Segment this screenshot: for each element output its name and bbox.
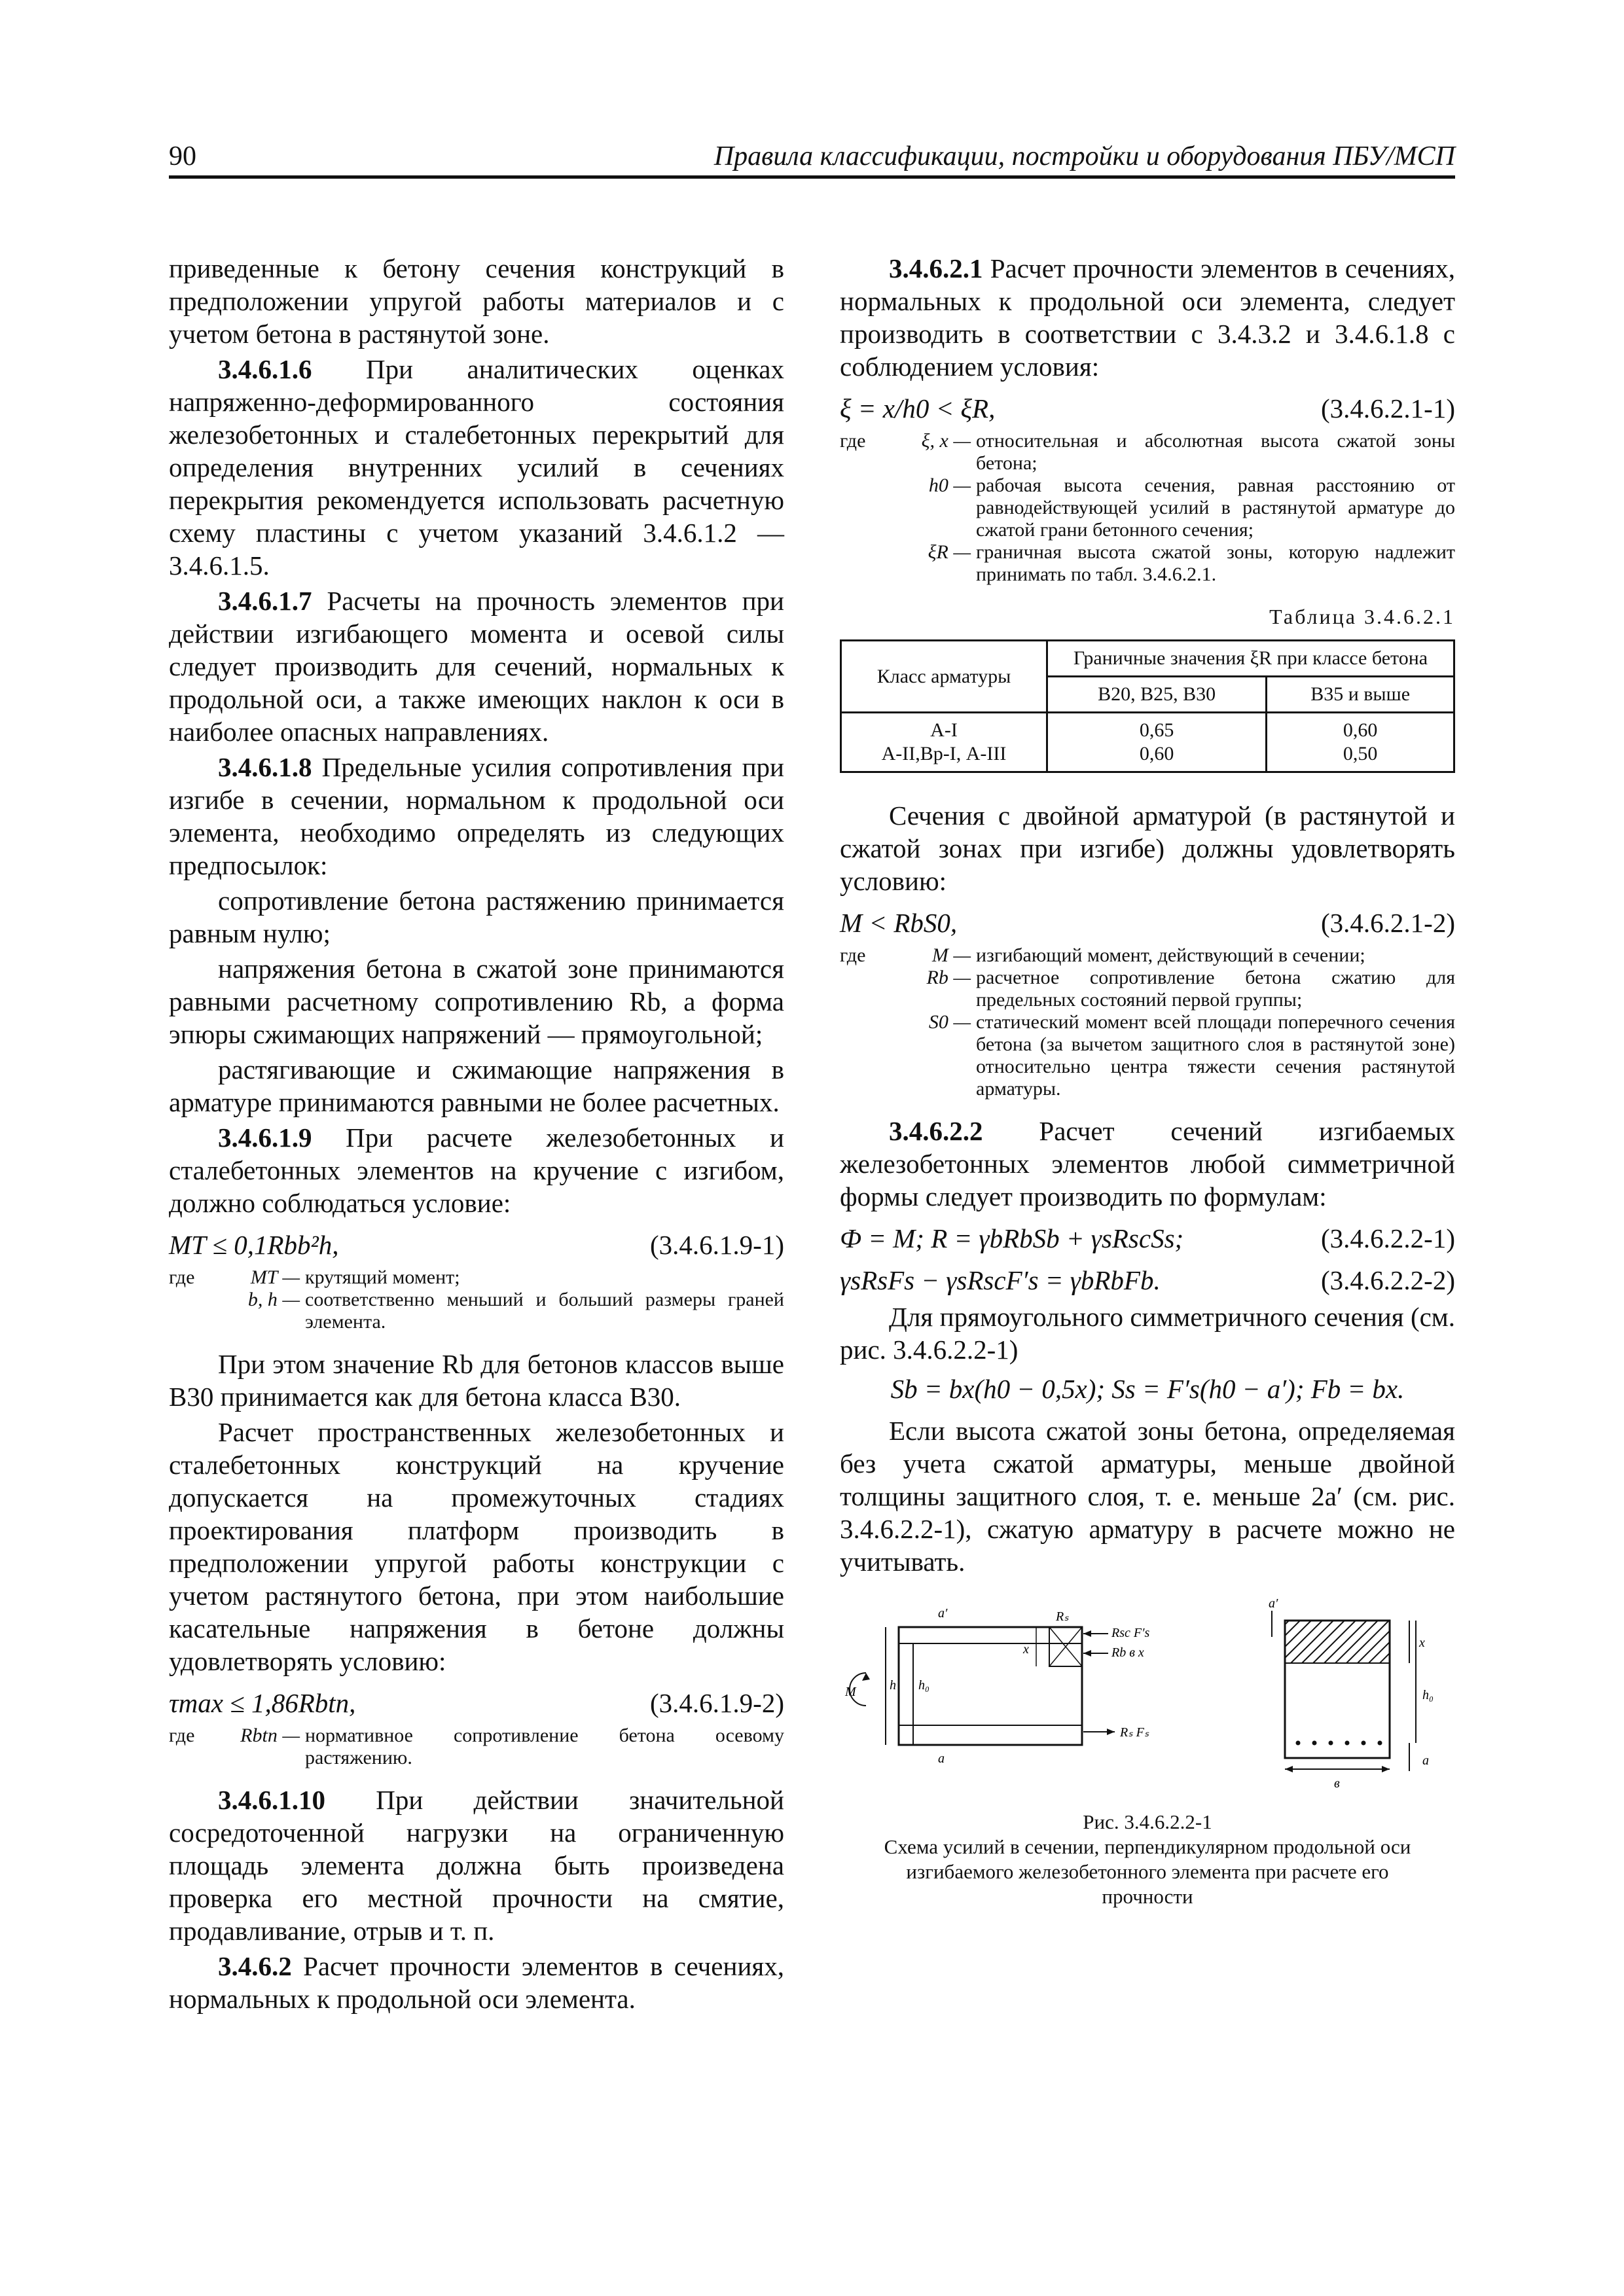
running-title: Правила классификации, постройки и оборудования ПБУ/МСП [713,141,1455,171]
list-item: сопротивление бетона растяжению принимается равным нулю; [169,886,784,948]
limit-values-table [840,639,1455,773]
formula-number: (3.4.6.1.9-2) [650,1688,784,1718]
paragraph: Если высота сжатой зоны бетона, определяемая без учета сжатой арматуры, меньше двойной толщины защитного слоя, т. е. меньше 2a′ (см. рис. 3.4.6.2.2-1), сжатую арматуру в расчете можно не учитывать. [840,1416,1455,1577]
left-column [169,252,784,2018]
label-rsc: Rsc F′s [1111,1626,1150,1640]
clause-number: 3.4.6.2.2 [889,1116,983,1146]
label-h0-2: h₀ [1422,1688,1434,1702]
table-cell: 0,65 [1047,713,1267,743]
label-rb-x: Rb в x [1111,1645,1144,1660]
where-row: Rb — расчетное сопротивление бетона сжатию для предельных состояний первой группы; [926,967,1455,1011]
table-header-cell: Граничные значения ξR при классе бетона [1047,641,1454,677]
where-row: ξR — граничная высота сжатой зоны, которую надлежит принимать по табл. 3.4.6.2.1. [928,541,1455,585]
figure-caption-title: Рис. 3.4.6.2.2-1 [1083,1810,1212,1833]
label-rb: Rₛ [1056,1609,1069,1624]
label-a-prime-2: a′ [1269,1596,1278,1611]
table-cell: 0,60 [1267,713,1454,743]
table-row [841,713,1454,743]
where-row: где Rbtn — нормативное сопротивление бетона осевому растяжению. [169,1725,784,1768]
where-row: где MT — крутящий момент; [169,1266,460,1288]
formula-number: (3.4.6.1.9-1) [650,1230,784,1260]
where-block [169,1725,784,1769]
label-h0: h₀ [918,1678,929,1693]
paragraph: 3.4.6.1.9 При расчете железобетонных и сталебетонных элементов на кручение с изгибом, должно соблюдаться условие: [169,1122,784,1218]
formula [840,906,1455,939]
label-rs-fs: Rₛ Fₛ [1120,1725,1149,1740]
table-cell: 0,60 [1047,742,1267,772]
formula-number: (3.4.6.2.2-2) [1321,1265,1455,1295]
where-row: h0 — рабочая высота сечения, равная расстоянию от равнодействующей усилий в растянутой арматуре до сжатой грани бетонного сечения; [928,475,1455,541]
where-block [169,1266,784,1333]
formula-number: (3.4.6.2.2-1) [1321,1223,1455,1253]
header-rule [169,175,1455,179]
clause-number: 3.4.6.1.8 [218,752,312,782]
paragraph: 3.4.6.1.7 Расчеты на прочность элементов при действии изгибающего момента и осевой силы следует производить для сечений, нормальных к продольной оси, а также имеющих наклон к оси в наиболее опасных направлениях. [169,586,784,747]
formula-number: (3.4.6.2.1-1) [1321,393,1455,423]
section-force-diagram [840,1591,1455,1801]
paragraph: 3.4.6.1.6 При аналитических оценках напряженно-деформированного состояния железобетонных и сталебетонных перекрытий для определения внутренних усилий в сечениях перекрытия рекомендуется использовать расчетную схему пластины с учетом указаний 3.4.6.1.2 — 3.4.6.1.5. [169,354,784,581]
where-row: b, h — соответственно меньший и больший размеры граней элемента. [247,1289,784,1333]
clause-number: 3.4.6.2 [218,1951,292,1981]
figure-caption [840,1810,1455,1909]
paragraph: Сечения с двойной арматурой (в растянутой и сжатой зонах при изгибе) должны удовлетворять условию: [840,800,1455,896]
table-header-cell: В20, В25, В30 [1047,677,1267,713]
where-row: где ξ, x — относительная и абсолютная высота сжатой зоны бетона; [840,430,1455,474]
paragraph: приведенные к бетону сечения конструкций в предположении упругой работы материалов и с учетом бетона в растянутой зоне. [169,253,784,349]
label-a: a [938,1751,945,1766]
formula [840,1222,1455,1255]
clause-number: 3.4.6.1.9 [218,1122,312,1153]
page-number: 90 [169,141,196,171]
where-block [840,944,1455,1100]
figure-caption-text: Схема усилий в сечении, перпендикулярном продольной оси изгибаемого железобетонного элемента при расчете его прочности [884,1835,1411,1908]
formula-expression: ξ = x/h0 < ξR, [840,393,996,423]
where-block [840,430,1455,586]
cross-section [1272,1611,1416,1772]
formula-expression: Sb = bx(h0 − 0,5x); Ss = F′s(h0 − a′); Fb = bx. [890,1374,1405,1404]
formula [169,1229,784,1261]
paragraph: Расчет пространственных железобетонных и сталебетонных конструкций на кручение допускается на промежуточных стадиях проектирования платформ производить в предположении упругой работы конструкции с учетом растянутого бетона, при этом наибольшие касательные напряжения в бетоне должны удовлетворять условию: [169,1417,784,1676]
clause-number: 3.4.6.1.7 [218,586,312,616]
paragraph: 3.4.6.1.8 Предельные усилия сопротивления при изгибе в сечении, нормальном к продольной оси элемента, необходимо определять из следующих предпосылок: [169,752,784,880]
table-cell: А-I [841,713,1047,743]
formula [840,1264,1455,1297]
table-header-row [841,641,1454,677]
label-b: в [1334,1776,1340,1791]
clause-number: 3.4.6.1.10 [218,1785,325,1815]
formula [169,1687,784,1719]
paragraph: 3.4.6.1.10 При действии значительной сосредоточенной нагрузки на ограниченную площадь элемента должна быть произведена проверка его местной прочности на смятие, продавливание, отрыв и т. п. [169,1785,784,1946]
formula-expression: γsRsFs − γsRscF′s = γbRbFb. [840,1265,1161,1295]
formula-expression: Ф = M; R = γbRbSb + γsRscSs; [840,1223,1184,1253]
formula [840,392,1455,425]
where-row: где M — изгибающий момент, действующий в сечении; [840,944,1365,966]
table-header-cell: Класс арматуры [841,641,1047,713]
paragraph: При этом значение Rb для бетонов классов выше В30 принимается как для бетона класса В30. [169,1349,784,1412]
label-a-2: a [1422,1753,1429,1768]
label-h: h [890,1678,896,1693]
where-row: S0 — статический момент всей площади поперечного сечения бетона (за вычетом защитного слоя в растянутой зоне) относительно центра тяжести сечения растянутой арматуры. [928,1011,1455,1100]
list-item: растягивающие и сжимающие напряжения в арматуре принимаются равными не более расчетных. [169,1054,784,1117]
paragraph: 3.4.6.2.2 Расчет сечений изгибаемых железобетонных элементов любой симметричной формы следует производить по формулам: [840,1116,1455,1211]
paragraph: Для прямоугольного симметричного сечения (см. рис. 3.4.6.2.2-1) [840,1302,1455,1365]
right-column [840,252,1455,1909]
label-x-2: x [1419,1636,1425,1650]
label-a-prime: a′ [938,1606,948,1621]
label-x: x [1023,1642,1029,1657]
table-cell: 0,50 [1267,742,1454,772]
paragraph: 3.4.6.2.1 Расчет прочности элементов в сечениях, нормальных к продольной оси элемента, следует производить в соответствии с 3.4.3.2 и 3.4.6.1.8 с соблюдением условия: [840,253,1455,382]
formula-expression: τmax ≤ 1,86Rbtn, [169,1688,356,1718]
clause-number: 3.4.6.2.1 [889,253,983,283]
table-header-cell: В35 и выше [1267,677,1454,713]
formula-expression: M < RbS0, [840,908,958,938]
table-row [841,742,1454,772]
formula-expression: MT ≤ 0,1Rbb²h, [169,1230,339,1260]
formula-number: (3.4.6.2.1-2) [1321,908,1455,938]
table-caption: Таблица 3.4.6.2.1 [1269,605,1455,628]
table-cell: А-II,Bp-I, А-III [841,742,1047,772]
label-m: M [845,1685,856,1699]
list-item: напряжения бетона в сжатой зоне принимаются равными расчетному сопротивлению Rb, а форма эпюры сжимающих напряжений — прямоугольной; [169,954,784,1049]
clause-number: 3.4.6.1.6 [218,354,312,384]
paragraph: 3.4.6.2 Расчет прочности элементов в сечениях, нормальных к продольной оси элемента. [169,1951,784,2014]
